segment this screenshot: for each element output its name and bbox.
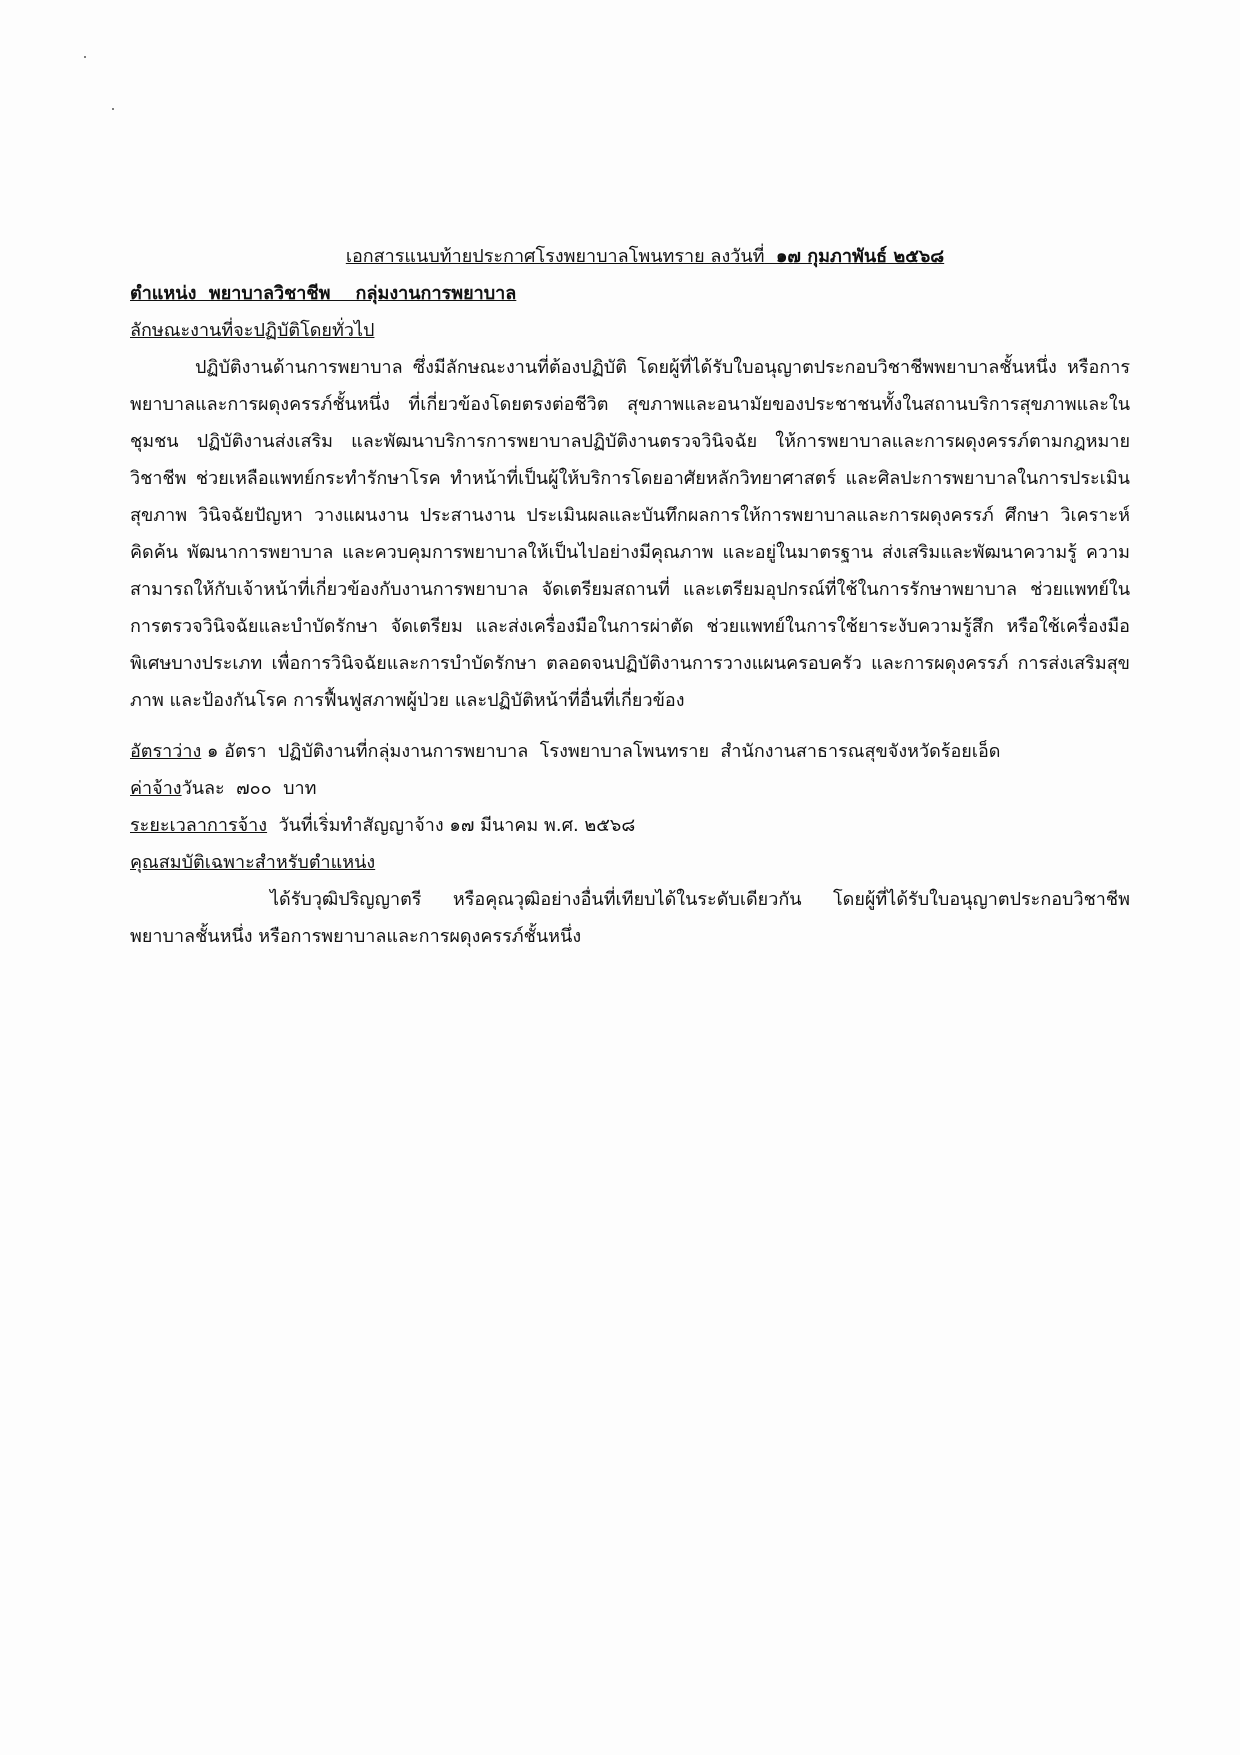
duties-paragraph: ปฏิบัติงานด้านการพยาบาล ซึ่งมีลักษณะงานที่ต้องปฏิบัติ โดยผู้ที่ได้รับใบอนุญาตประกอบวิชาชีพพยาบาลชั้นหนึ่ง หรือการพยาบาลและการผดุงครรภ์ชั้นหนึ่ง ที่เกี่ยวข้องโดยตรงต่อชีวิต สุขภาพและอนามัยของประชาชนทั้งในสถานบริการสุขภาพและในชุมชน ปฏิบัติงานส่งเสริม และพัฒนาบริการการพยาบาลปฏิบัติงานตรวจวินิจฉัย ให้การพยาบาลและการผดุงครรภ์ตามกฎหมายวิชาชีพ ช่วยเหลือแพทย์กระทำรักษาโรค ทำหน้าที่เป็นผู้ให้บริการโดยอาศัยหลักวิทยาศาสตร์ และศิลปะการพยาบาลในการประเมินสุขภาพ วินิจฉัยปัญหา วางแผนงาน ประสานงาน ประเมินผลและบันทึกผลการให้การพยาบาลและการผดุงครรภ์ ศึกษา วิเคราะห์ คิดค้น พัฒนาการพยาบาล และควบคุมการพยาบาลให้เป็นไปอย่างมีคุณภาพ และอยู่ในมาตรฐาน ส่งเสริมและพัฒนาความรู้ ความสามารถให้กับเจ้าหน้าที่เกี่ยวข้องกับงานการพยาบาล จัดเตรียมสถานที่ และเตรียมอุปกรณ์ที่ใช้ในการรักษาพยาบาล ช่วยแพทย์ในการตรวจวินิจฉัยและบำบัดรักษา จัดเตรียม และส่งเครื่องมือในการผ่าตัด ช่วยแพทย์ในการใช้ยาระงับความรู้สึก หรือใช้เครื่องมือพิเศษบางประเภท เพื่อการวินิจฉัยและการบำบัดรักษา ตลอดจนปฏิบัติงานการวางแผนครอบครัว และการผดุงครรภ์ การส่งเสริมสุขภาพ และป้องกันโรค การฟื้นฟูสภาพผู้ป่วย และปฏิบัติหน้าที่อื่นที่เกี่ยวข้อง bbox=[130, 357, 1130, 711]
document-body bbox=[130, 238, 1130, 955]
spacer bbox=[130, 719, 1130, 733]
wage-value: วันละ ๗๐๐ บาท bbox=[181, 778, 317, 799]
title-date: ๑๗ กุมภาพันธ์ ๒๕๖๘ bbox=[776, 246, 945, 267]
document-title bbox=[130, 238, 1130, 275]
duties-heading: ลักษณะงานที่จะปฏิบัติโดยทั่วไป bbox=[130, 320, 375, 341]
vacancy-line bbox=[130, 733, 1130, 770]
vacancy-label: อัตราว่าง bbox=[130, 741, 202, 762]
duration-label: ระยะเวลาการจ้าง bbox=[130, 815, 268, 836]
vacancy-value: ๑ อัตรา ปฏิบัติงานที่กลุ่มงานการพยาบาล โรงพยาบาลโพนทราย สำนักงานสาธารณสุขจังหวัดร้อยเอ็ด bbox=[201, 741, 1001, 762]
wage-line bbox=[130, 770, 1130, 807]
title-prefix: เอกสารแนบท้ายประกาศโรงพยาบาลโพนทราย ลงวันที่ bbox=[345, 246, 765, 267]
qualification-heading: คุณสมบัติเฉพาะสำหรับตำแหน่ง bbox=[130, 852, 376, 873]
wage-label: ค่าจ้าง bbox=[130, 778, 182, 799]
scan-speck bbox=[84, 56, 86, 58]
scan-speck bbox=[112, 108, 114, 110]
duration-value: วันที่เริ่มทำสัญญาจ้าง ๑๗ มีนาคม พ.ศ. ๒๕๖๘ bbox=[267, 815, 636, 836]
qualification-paragraph: ได้รับวุฒิปริญญาตรี หรือคุณวุฒิอย่างอื่นที่เทียบได้ในระดับเดียวกัน โดยผู้ที่ได้รับใบอนุญาตประกอบวิชาชีพพยาบาลชั้นหนึ่ง หรือการพยาบาลและการผดุงครรภ์ชั้นหนึ่ง bbox=[130, 889, 1130, 947]
duration-line bbox=[130, 807, 1130, 844]
position-line: ตำแหน่ง พยาบาลวิชาชีพ กลุ่มงานการพยาบาล bbox=[130, 283, 517, 304]
